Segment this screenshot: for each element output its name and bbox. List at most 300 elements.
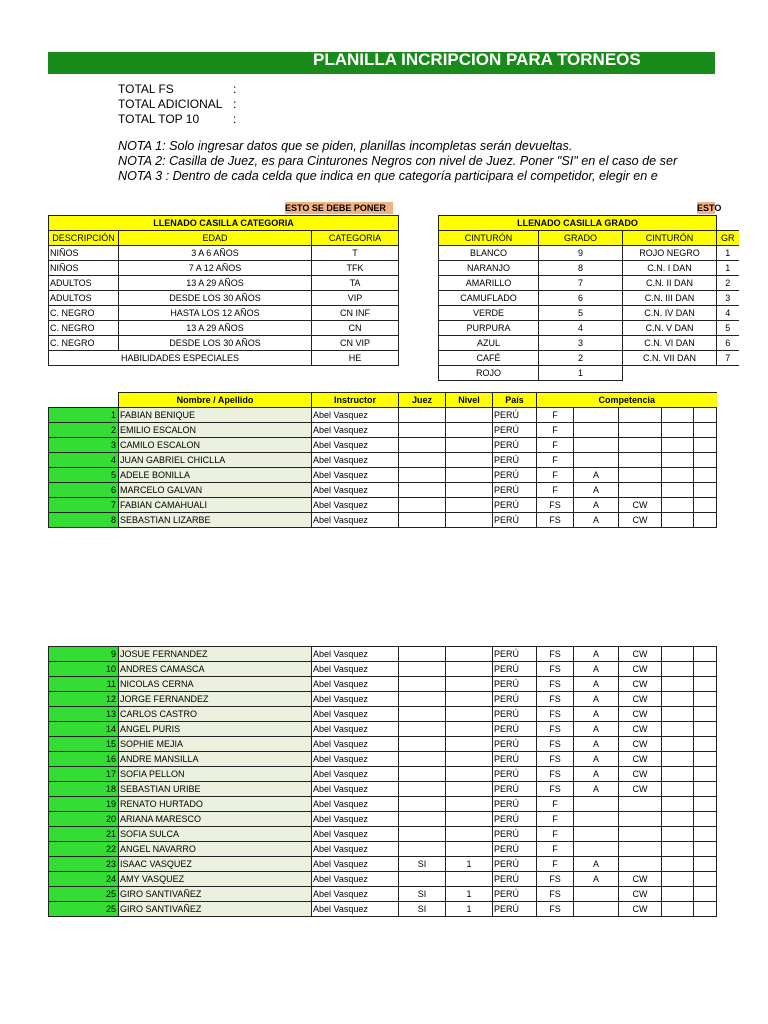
- competencia-5[interactable]: [694, 782, 717, 797]
- competencia-3[interactable]: [619, 842, 662, 857]
- competitor-juez[interactable]: [399, 812, 446, 827]
- competitor-nivel[interactable]: [446, 468, 493, 483]
- competencia-4[interactable]: [662, 468, 694, 483]
- competencia-5[interactable]: [694, 722, 717, 737]
- competencia-1[interactable]: F: [537, 827, 574, 842]
- competitor-nivel[interactable]: [446, 453, 493, 468]
- competitor-nivel[interactable]: [446, 707, 493, 722]
- competencia-5[interactable]: [694, 812, 717, 827]
- competitor-pais[interactable]: PERÚ: [493, 842, 537, 857]
- competencia-1[interactable]: FS: [537, 677, 574, 692]
- competitor-name[interactable]: SEBASTIAN LIZARBE: [119, 513, 312, 528]
- competitor-name[interactable]: CAMILO ESCALON: [119, 438, 312, 453]
- competitor-name[interactable]: RENATO HURTADO: [119, 797, 312, 812]
- competitor-instructor[interactable]: Abel Vasquez: [312, 812, 399, 827]
- competencia-2[interactable]: A: [574, 692, 619, 707]
- competitor-number[interactable]: 24: [49, 872, 119, 887]
- competitor-instructor[interactable]: Abel Vasquez: [312, 842, 399, 857]
- competencia-3[interactable]: CW: [619, 872, 662, 887]
- competencia-4[interactable]: [662, 842, 694, 857]
- competitor-nivel[interactable]: [446, 752, 493, 767]
- competitor-number[interactable]: 25: [49, 902, 119, 917]
- competitor-instructor[interactable]: Abel Vasquez: [312, 737, 399, 752]
- competitor-name[interactable]: JOSUE FERNANDEZ: [119, 647, 312, 662]
- competitor-number[interactable]: 19: [49, 797, 119, 812]
- competitor-nivel[interactable]: [446, 827, 493, 842]
- competencia-3[interactable]: [619, 468, 662, 483]
- competitor-number[interactable]: 17: [49, 767, 119, 782]
- competitor-instructor[interactable]: Abel Vasquez: [312, 453, 399, 468]
- competitor-number[interactable]: 5: [49, 468, 119, 483]
- competencia-1[interactable]: FS: [537, 887, 574, 902]
- competitor-instructor[interactable]: Abel Vasquez: [312, 677, 399, 692]
- competitor-pais[interactable]: PERÚ: [493, 782, 537, 797]
- competitor-juez[interactable]: [399, 468, 446, 483]
- competitor-juez[interactable]: [399, 662, 446, 677]
- competitor-number[interactable]: 18: [49, 782, 119, 797]
- competitor-pais[interactable]: PERÚ: [493, 677, 537, 692]
- competencia-4[interactable]: [662, 767, 694, 782]
- competencia-1[interactable]: F: [537, 483, 574, 498]
- competitor-instructor[interactable]: Abel Vasquez: [312, 707, 399, 722]
- competencia-2[interactable]: [574, 842, 619, 857]
- competitor-pais[interactable]: PERÚ: [493, 498, 537, 513]
- competencia-1[interactable]: F: [537, 423, 574, 438]
- competencia-2[interactable]: [574, 827, 619, 842]
- competencia-4[interactable]: [662, 453, 694, 468]
- competencia-5[interactable]: [694, 468, 717, 483]
- competencia-1[interactable]: FS: [537, 902, 574, 917]
- competitor-pais[interactable]: PERÚ: [493, 767, 537, 782]
- competitor-pais[interactable]: PERÚ: [493, 902, 537, 917]
- competitor-name[interactable]: SOFIA PELLON: [119, 767, 312, 782]
- competencia-5[interactable]: [694, 483, 717, 498]
- competencia-3[interactable]: CW: [619, 647, 662, 662]
- competitor-number[interactable]: 16: [49, 752, 119, 767]
- competitor-name[interactable]: NICOLAS CERNA: [119, 677, 312, 692]
- competencia-1[interactable]: F: [537, 797, 574, 812]
- competitor-nivel[interactable]: [446, 782, 493, 797]
- competencia-3[interactable]: [619, 797, 662, 812]
- competencia-2[interactable]: A: [574, 498, 619, 513]
- competencia-3[interactable]: [619, 423, 662, 438]
- competencia-1[interactable]: FS: [537, 647, 574, 662]
- competitor-pais[interactable]: PERÚ: [493, 513, 537, 528]
- competitor-pais[interactable]: PERÚ: [493, 722, 537, 737]
- competitor-juez[interactable]: [399, 752, 446, 767]
- competencia-2[interactable]: A: [574, 677, 619, 692]
- competitor-nivel[interactable]: [446, 513, 493, 528]
- competencia-1[interactable]: F: [537, 453, 574, 468]
- competitor-name[interactable]: GIRO SANTIVAÑEZ: [119, 887, 312, 902]
- competencia-2[interactable]: A: [574, 483, 619, 498]
- competencia-2[interactable]: A: [574, 662, 619, 677]
- competencia-5[interactable]: [694, 737, 717, 752]
- table-row: [49, 276, 399, 291]
- competencia-1[interactable]: FS: [537, 872, 574, 887]
- competitor-instructor[interactable]: Abel Vasquez: [312, 782, 399, 797]
- competencia-4[interactable]: [662, 423, 694, 438]
- competencia-5[interactable]: [694, 498, 717, 513]
- competitor-juez[interactable]: [399, 842, 446, 857]
- competitor-juez[interactable]: [399, 722, 446, 737]
- competitor-nivel[interactable]: [446, 647, 493, 662]
- competencia-1[interactable]: F: [537, 812, 574, 827]
- competitor-name[interactable]: CARLOS CASTRO: [119, 707, 312, 722]
- competitor-instructor[interactable]: Abel Vasquez: [312, 408, 399, 423]
- competencia-4[interactable]: [662, 647, 694, 662]
- competitor-name[interactable]: SOFIA SULCA: [119, 827, 312, 842]
- competitor-instructor[interactable]: Abel Vasquez: [312, 887, 399, 902]
- competitor-name[interactable]: ISAAC VASQUEZ: [119, 857, 312, 872]
- competencia-4[interactable]: [662, 707, 694, 722]
- competitor-juez[interactable]: [399, 707, 446, 722]
- competitor-pais[interactable]: PERÚ: [493, 737, 537, 752]
- competitor-name[interactable]: SOPHIE MEJIA: [119, 737, 312, 752]
- competencia-1[interactable]: FS: [537, 513, 574, 528]
- competitor-pais[interactable]: PERÚ: [493, 707, 537, 722]
- competitor-pais[interactable]: PERÚ: [493, 453, 537, 468]
- competitor-nivel[interactable]: 1: [446, 857, 493, 872]
- competencia-5[interactable]: [694, 647, 717, 662]
- competitor-name[interactable]: FABIAN CAMAHUALI: [119, 498, 312, 513]
- competitor-pais[interactable]: PERÚ: [493, 692, 537, 707]
- competencia-3[interactable]: CW: [619, 513, 662, 528]
- competitor-pais[interactable]: PERÚ: [493, 647, 537, 662]
- competencia-5[interactable]: [694, 513, 717, 528]
- competitor-instructor[interactable]: Abel Vasquez: [312, 513, 399, 528]
- competitor-row: [49, 662, 717, 677]
- competencia-1[interactable]: FS: [537, 782, 574, 797]
- competitor-number[interactable]: 9: [49, 647, 119, 662]
- competitor-number[interactable]: 2: [49, 423, 119, 438]
- competencia-1[interactable]: FS: [537, 737, 574, 752]
- competitor-instructor[interactable]: Abel Vasquez: [312, 498, 399, 513]
- competitor-nivel[interactable]: [446, 692, 493, 707]
- header-nombre: Nombre / Apellido: [119, 393, 312, 408]
- competencia-3[interactable]: [619, 857, 662, 872]
- competitor-number[interactable]: 1: [49, 408, 119, 423]
- competitor-name[interactable]: GIRO SANTIVAÑEZ: [119, 902, 312, 917]
- competitor-instructor[interactable]: Abel Vasquez: [312, 483, 399, 498]
- competencia-2[interactable]: [574, 438, 619, 453]
- competitor-juez[interactable]: [399, 782, 446, 797]
- competencia-2[interactable]: A: [574, 737, 619, 752]
- competitor-juez[interactable]: [399, 737, 446, 752]
- competitor-number[interactable]: 22: [49, 842, 119, 857]
- competencia-5[interactable]: [694, 707, 717, 722]
- competitor-juez[interactable]: [399, 408, 446, 423]
- total-fs-label: TOTAL FS: [118, 82, 174, 96]
- competencia-5[interactable]: [694, 902, 717, 917]
- competitor-juez[interactable]: [399, 453, 446, 468]
- competitor-name[interactable]: AMY VASQUEZ: [119, 872, 312, 887]
- competencia-4[interactable]: [662, 797, 694, 812]
- competitor-nivel[interactable]: 1: [446, 902, 493, 917]
- competitor-instructor[interactable]: Abel Vasquez: [312, 767, 399, 782]
- cell: C.N. VII DAN: [623, 351, 717, 366]
- competitor-juez[interactable]: [399, 513, 446, 528]
- competencia-2[interactable]: A: [574, 767, 619, 782]
- competitor-instructor[interactable]: Abel Vasquez: [312, 438, 399, 453]
- competitor-nivel[interactable]: [446, 498, 493, 513]
- competencia-4[interactable]: [662, 722, 694, 737]
- competencia-5[interactable]: [694, 872, 717, 887]
- competencia-5[interactable]: [694, 842, 717, 857]
- competitor-name[interactable]: MARCELO GALVAN: [119, 483, 312, 498]
- competitor-number[interactable]: 6: [49, 483, 119, 498]
- competencia-3[interactable]: [619, 438, 662, 453]
- competencia-2[interactable]: A: [574, 857, 619, 872]
- competitor-number[interactable]: 12: [49, 692, 119, 707]
- competencia-1[interactable]: FS: [537, 722, 574, 737]
- competencia-5[interactable]: [694, 767, 717, 782]
- competencia-3[interactable]: CW: [619, 707, 662, 722]
- competencia-3[interactable]: CW: [619, 498, 662, 513]
- competencia-2[interactable]: A: [574, 468, 619, 483]
- competitor-instructor[interactable]: Abel Vasquez: [312, 797, 399, 812]
- competencia-3[interactable]: CW: [619, 767, 662, 782]
- competitor-number[interactable]: 15: [49, 737, 119, 752]
- competitor-instructor[interactable]: Abel Vasquez: [312, 423, 399, 438]
- competencia-2[interactable]: [574, 453, 619, 468]
- competencia-1[interactable]: FS: [537, 707, 574, 722]
- competitor-number[interactable]: 7: [49, 498, 119, 513]
- competitor-pais[interactable]: PERÚ: [493, 483, 537, 498]
- competitor-pais[interactable]: PERÚ: [493, 857, 537, 872]
- competencia-5[interactable]: [694, 408, 717, 423]
- competitor-pais[interactable]: PERÚ: [493, 797, 537, 812]
- competencia-4[interactable]: [662, 483, 694, 498]
- competitor-name[interactable]: FABIAN BENIQUE: [119, 408, 312, 423]
- competencia-1[interactable]: F: [537, 468, 574, 483]
- competitor-nivel[interactable]: [446, 872, 493, 887]
- competitor-juez[interactable]: [399, 647, 446, 662]
- competitor-juez[interactable]: [399, 872, 446, 887]
- competitor-instructor[interactable]: Abel Vasquez: [312, 857, 399, 872]
- competitor-pais[interactable]: PERÚ: [493, 662, 537, 677]
- competitor-number[interactable]: 23: [49, 857, 119, 872]
- competencia-3[interactable]: CW: [619, 887, 662, 902]
- competencia-1[interactable]: FS: [537, 752, 574, 767]
- competitor-nivel[interactable]: [446, 767, 493, 782]
- competencia-5[interactable]: [694, 662, 717, 677]
- competitor-instructor[interactable]: Abel Vasquez: [312, 752, 399, 767]
- competencia-4[interactable]: [662, 902, 694, 917]
- competitor-name[interactable]: ADELE BONILLA: [119, 468, 312, 483]
- competitor-nivel[interactable]: [446, 662, 493, 677]
- competitor-name[interactable]: ANDRES CAMASCA: [119, 662, 312, 677]
- competencia-3[interactable]: [619, 483, 662, 498]
- cell: C.N. I DAN: [623, 261, 717, 276]
- competencia-3[interactable]: [619, 812, 662, 827]
- competencia-1[interactable]: F: [537, 857, 574, 872]
- competencia-3[interactable]: CW: [619, 722, 662, 737]
- competencia-3[interactable]: [619, 827, 662, 842]
- competitor-number[interactable]: 8: [49, 513, 119, 528]
- competencia-2[interactable]: [574, 887, 619, 902]
- competitor-name[interactable]: EMILIO ESCALON: [119, 423, 312, 438]
- competencia-4[interactable]: [662, 887, 694, 902]
- competencia-2[interactable]: [574, 423, 619, 438]
- competitor-instructor[interactable]: Abel Vasquez: [312, 827, 399, 842]
- competitor-juez[interactable]: [399, 498, 446, 513]
- competencia-3[interactable]: CW: [619, 692, 662, 707]
- competencia-5[interactable]: [694, 692, 717, 707]
- competitor-juez[interactable]: SI: [399, 887, 446, 902]
- competencia-5[interactable]: [694, 752, 717, 767]
- competencia-2[interactable]: A: [574, 872, 619, 887]
- competitor-juez[interactable]: [399, 797, 446, 812]
- competitor-juez[interactable]: [399, 483, 446, 498]
- competitor-pais[interactable]: PERÚ: [493, 872, 537, 887]
- competitor-row: [49, 767, 717, 782]
- competitor-pais[interactable]: PERÚ: [493, 887, 537, 902]
- competitor-number[interactable]: 10: [49, 662, 119, 677]
- competitor-name[interactable]: SEBASTIAN URIBE: [119, 782, 312, 797]
- competitor-number[interactable]: 13: [49, 707, 119, 722]
- competitor-juez[interactable]: [399, 423, 446, 438]
- competitor-instructor[interactable]: Abel Vasquez: [312, 902, 399, 917]
- competencia-2[interactable]: [574, 812, 619, 827]
- competencia-5[interactable]: [694, 827, 717, 842]
- competitor-number[interactable]: 25: [49, 887, 119, 902]
- competencia-4[interactable]: [662, 857, 694, 872]
- competencia-2[interactable]: A: [574, 782, 619, 797]
- competencia-2[interactable]: A: [574, 513, 619, 528]
- competitor-nivel[interactable]: [446, 842, 493, 857]
- competitor-nivel[interactable]: 1: [446, 887, 493, 902]
- competencia-4[interactable]: [662, 827, 694, 842]
- competencia-4[interactable]: [662, 408, 694, 423]
- competencia-2[interactable]: [574, 797, 619, 812]
- competitor-name[interactable]: JUAN GABRIEL CHICLLA: [119, 453, 312, 468]
- competencia-4[interactable]: [662, 513, 694, 528]
- cell: 7: [717, 351, 739, 366]
- competitor-nivel[interactable]: [446, 438, 493, 453]
- competitor-nivel[interactable]: [446, 722, 493, 737]
- competencia-3[interactable]: CW: [619, 677, 662, 692]
- competencia-4[interactable]: [662, 737, 694, 752]
- competitor-instructor[interactable]: Abel Vasquez: [312, 468, 399, 483]
- competencia-3[interactable]: [619, 408, 662, 423]
- competencia-2[interactable]: A: [574, 647, 619, 662]
- competitor-name[interactable]: ARIANA MARESCO: [119, 812, 312, 827]
- competencia-2[interactable]: [574, 408, 619, 423]
- competitor-number[interactable]: 3: [49, 438, 119, 453]
- competitor-instructor[interactable]: Abel Vasquez: [312, 692, 399, 707]
- competitor-nivel[interactable]: [446, 483, 493, 498]
- competencia-1[interactable]: FS: [537, 767, 574, 782]
- competitor-name[interactable]: JORGE FERNANDEZ: [119, 692, 312, 707]
- competencia-5[interactable]: [694, 677, 717, 692]
- competitor-pais[interactable]: PERÚ: [493, 438, 537, 453]
- competitor-juez[interactable]: [399, 692, 446, 707]
- competencia-4[interactable]: [662, 752, 694, 767]
- competitor-nivel[interactable]: [446, 677, 493, 692]
- competencia-4[interactable]: [662, 812, 694, 827]
- competitor-pais[interactable]: PERÚ: [493, 423, 537, 438]
- competitor-number[interactable]: 4: [49, 453, 119, 468]
- poner-label-right: ESTO: [697, 203, 722, 213]
- competencia-3[interactable]: CW: [619, 752, 662, 767]
- competencia-4[interactable]: [662, 692, 694, 707]
- competencia-3[interactable]: CW: [619, 782, 662, 797]
- competitor-juez[interactable]: [399, 677, 446, 692]
- competencia-4[interactable]: [662, 782, 694, 797]
- competencia-4[interactable]: [662, 438, 694, 453]
- cell: 13 A 29 AÑOS: [119, 276, 312, 291]
- competencia-5[interactable]: [694, 797, 717, 812]
- competitor-instructor[interactable]: Abel Vasquez: [312, 722, 399, 737]
- competencia-3[interactable]: CW: [619, 902, 662, 917]
- competitor-instructor[interactable]: Abel Vasquez: [312, 662, 399, 677]
- competitor-nivel[interactable]: [446, 797, 493, 812]
- competencia-5[interactable]: [694, 857, 717, 872]
- competencia-2[interactable]: A: [574, 722, 619, 737]
- competitor-juez[interactable]: [399, 438, 446, 453]
- competitor-name[interactable]: ANDRE MANSILLA: [119, 752, 312, 767]
- competitor-name[interactable]: ANGEL NAVARRO: [119, 842, 312, 857]
- competencia-3[interactable]: CW: [619, 737, 662, 752]
- competitor-juez[interactable]: [399, 827, 446, 842]
- competitor-name[interactable]: ANGEL PURIS: [119, 722, 312, 737]
- competitor-juez[interactable]: SI: [399, 857, 446, 872]
- competencia-5[interactable]: [694, 887, 717, 902]
- competitor-number[interactable]: 20: [49, 812, 119, 827]
- competencia-2[interactable]: A: [574, 707, 619, 722]
- competencia-1[interactable]: FS: [537, 498, 574, 513]
- competitor-pais[interactable]: PERÚ: [493, 752, 537, 767]
- competencia-3[interactable]: CW: [619, 662, 662, 677]
- competencia-1[interactable]: FS: [537, 662, 574, 677]
- competencia-1[interactable]: F: [537, 842, 574, 857]
- competencia-4[interactable]: [662, 662, 694, 677]
- competitor-juez[interactable]: [399, 767, 446, 782]
- competitor-nivel[interactable]: [446, 812, 493, 827]
- competitor-number[interactable]: 14: [49, 722, 119, 737]
- competitor-nivel[interactable]: [446, 737, 493, 752]
- competitor-instructor[interactable]: Abel Vasquez: [312, 647, 399, 662]
- competitor-number[interactable]: 21: [49, 827, 119, 842]
- competitor-pais[interactable]: PERÚ: [493, 812, 537, 827]
- competencia-1[interactable]: F: [537, 408, 574, 423]
- cell: HE: [312, 351, 399, 366]
- competencia-5[interactable]: [694, 438, 717, 453]
- competencia-4[interactable]: [662, 872, 694, 887]
- competitor-nivel[interactable]: [446, 423, 493, 438]
- competencia-4[interactable]: [662, 677, 694, 692]
- competitor-pais[interactable]: PERÚ: [493, 408, 537, 423]
- competencia-3[interactable]: [619, 453, 662, 468]
- cell: AMARILLO: [439, 276, 539, 291]
- competitor-number[interactable]: 11: [49, 677, 119, 692]
- competitor-row: [49, 857, 717, 872]
- competitor-instructor[interactable]: Abel Vasquez: [312, 872, 399, 887]
- competitor-juez[interactable]: SI: [399, 902, 446, 917]
- competencia-5[interactable]: [694, 453, 717, 468]
- competitor-nivel[interactable]: [446, 408, 493, 423]
- competencia-1[interactable]: FS: [537, 692, 574, 707]
- competitor-pais[interactable]: PERÚ: [493, 827, 537, 842]
- competencia-4[interactable]: [662, 498, 694, 513]
- competitor-pais[interactable]: PERÚ: [493, 468, 537, 483]
- competencia-2[interactable]: A: [574, 752, 619, 767]
- header-instructor: Instructor: [312, 393, 399, 408]
- competencia-1[interactable]: F: [537, 438, 574, 453]
- competencia-5[interactable]: [694, 423, 717, 438]
- competencia-2[interactable]: [574, 902, 619, 917]
